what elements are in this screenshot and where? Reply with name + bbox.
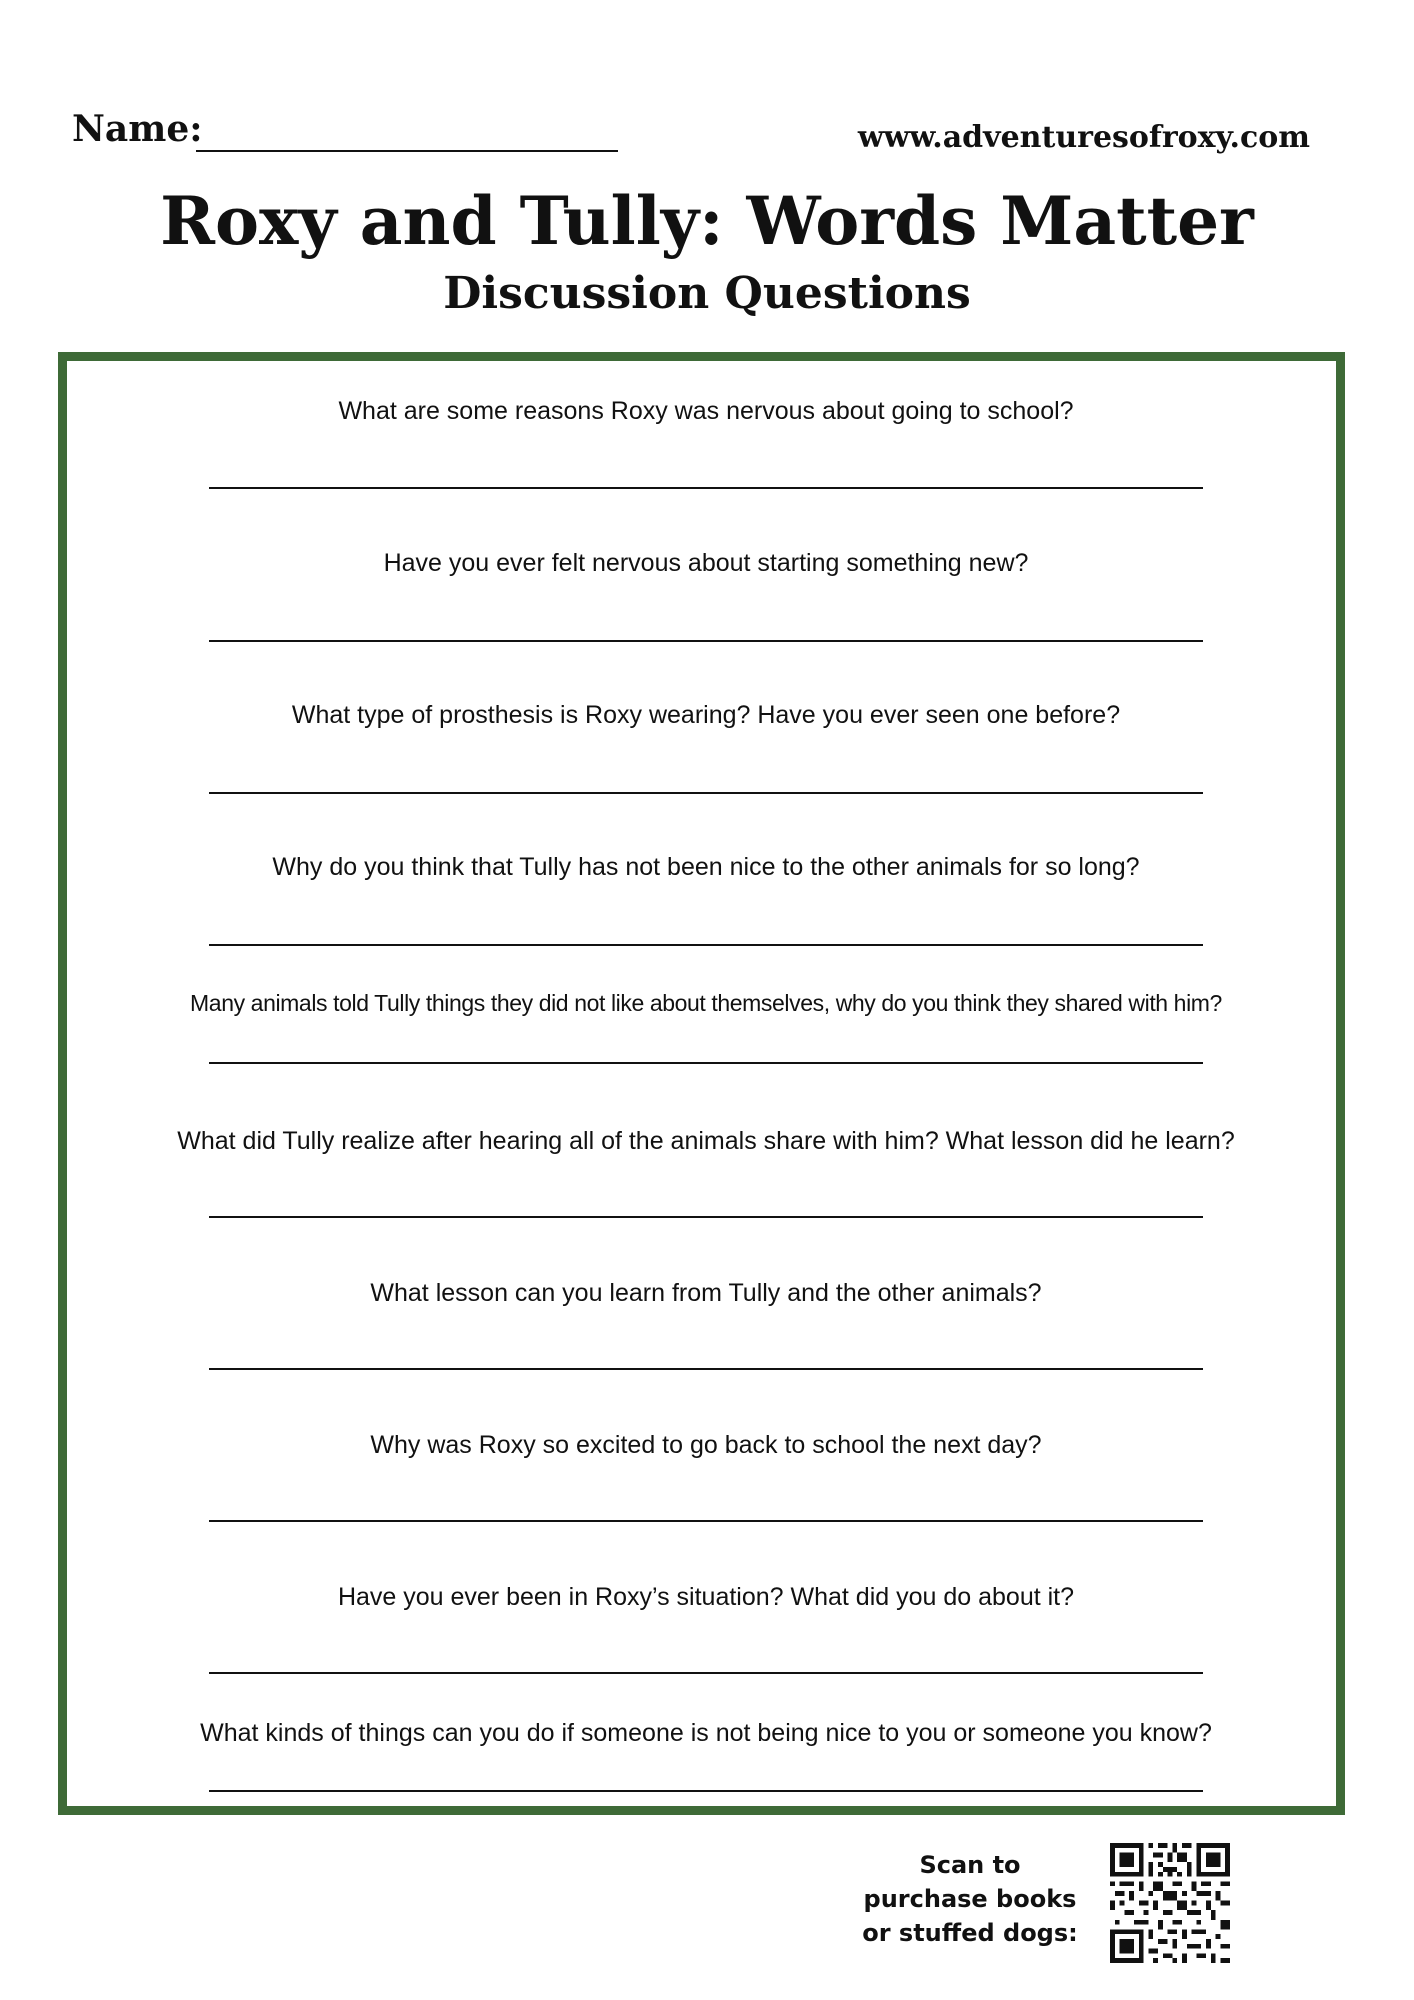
answer-line-6[interactable] xyxy=(209,1216,1203,1218)
answer-line-3[interactable] xyxy=(209,792,1203,794)
scan-caption-line-2: purchase books xyxy=(863,1885,1077,1913)
scan-caption-line-1: Scan to xyxy=(919,1851,1021,1879)
name-field[interactable] xyxy=(196,150,618,152)
answer-line-9[interactable] xyxy=(209,1672,1203,1674)
question-6: What did Tully realize after hearing all of the animals share with him? What lesson did he learn? xyxy=(177,1127,1235,1155)
answer-line-1[interactable] xyxy=(209,487,1203,489)
question-1: What are some reasons Roxy was nervous about going to school? xyxy=(338,397,1074,425)
question-5: Many animals told Tully things they did not like about themselves, why do you think they shared with him? xyxy=(190,990,1222,1016)
answer-line-5[interactable] xyxy=(209,1062,1203,1064)
scan-caption xyxy=(860,1848,1080,1950)
question-9: Have you ever been in Roxy’s situation? What did you do about it? xyxy=(337,1583,1075,1611)
question-3: What type of prosthesis is Roxy wearing? Have you ever seen one before? xyxy=(291,701,1121,729)
answer-line-4[interactable] xyxy=(209,944,1203,946)
question-7: What lesson can you learn from Tully and the other animals? xyxy=(370,1279,1042,1307)
question-8: Why was Roxy so excited to go back to school the next day? xyxy=(370,1431,1042,1459)
page-subtitle: Discussion Questions xyxy=(443,268,971,319)
page-title: Roxy and Tully: Words Matter xyxy=(160,182,1254,260)
name-label: Name: xyxy=(72,108,203,150)
answer-line-2[interactable] xyxy=(209,640,1203,642)
answer-line-7[interactable] xyxy=(209,1368,1203,1370)
answer-line-10[interactable] xyxy=(209,1790,1203,1792)
scan-caption-line-3: or stuffed dogs: xyxy=(862,1919,1078,1947)
question-10: What kinds of things can you do if someone is not being nice to you or someone you know? xyxy=(200,1719,1212,1747)
qr-code-icon[interactable] xyxy=(1110,1843,1230,1963)
answer-line-8[interactable] xyxy=(209,1520,1203,1522)
question-4: Why do you think that Tully has not been nice to the other animals for so long? xyxy=(272,853,1140,881)
website-url: www.adventuresofroxy.com xyxy=(857,120,1310,155)
question-2: Have you ever felt nervous about starting something new? xyxy=(383,549,1029,577)
